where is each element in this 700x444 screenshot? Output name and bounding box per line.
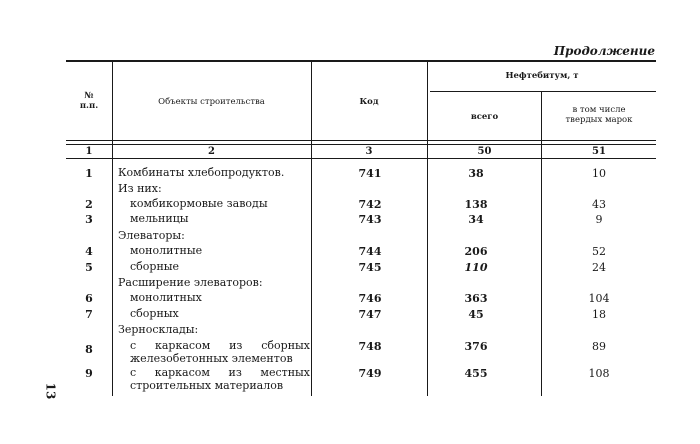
row-code: 742 [358, 198, 382, 211]
col-number: 1 [85, 146, 93, 157]
row-object: Зерносклады: [118, 323, 199, 336]
row-num: 3 [85, 213, 93, 226]
row-object: Элеваторы: [118, 229, 185, 242]
row-num: 8 [85, 343, 93, 356]
row-object: с каркасом из сборных железобетонных элементов [130, 339, 310, 365]
row-total: 110 [464, 261, 488, 274]
row-num: 1 [85, 167, 93, 180]
row-code: 743 [358, 213, 382, 226]
row-code: 748 [358, 340, 382, 353]
header-objects: Объекты строительства [158, 97, 265, 107]
row-code: 747 [358, 308, 382, 321]
header-code: Код [359, 97, 379, 107]
row-num: 6 [85, 292, 93, 305]
row-code: 749 [358, 367, 382, 380]
row-object: мельницы [130, 212, 189, 225]
row-code: 745 [358, 261, 382, 274]
row-solid: 18 [592, 308, 606, 321]
row-total: 138 [464, 198, 488, 211]
col-number: 50 [477, 146, 492, 157]
col-divider-2 [311, 62, 312, 396]
col-numbers-rule [66, 158, 656, 159]
row-solid: 24 [592, 261, 606, 274]
row-total: 455 [464, 367, 488, 380]
row-total: 34 [468, 213, 484, 226]
col-number: 3 [365, 146, 373, 157]
row-code: 746 [358, 292, 382, 305]
row-code: 741 [358, 167, 382, 180]
row-object: сборных [130, 307, 179, 320]
row-num: 4 [85, 245, 93, 258]
col-divider-1 [112, 62, 113, 396]
row-solid: 108 [588, 367, 610, 380]
row-num: 5 [85, 261, 93, 274]
row-num: 9 [85, 367, 93, 380]
row-code: 744 [358, 245, 382, 258]
row-object: Расширение элеваторов: [118, 276, 263, 289]
header-num: № п.п. [79, 91, 99, 111]
col-number: 51 [592, 146, 606, 157]
row-object: Комбинаты хлебопродуктов. [118, 166, 285, 179]
row-object: Из них: [118, 182, 162, 195]
row-total: 376 [464, 340, 488, 353]
row-num: 7 [85, 308, 93, 321]
col-number: 2 [208, 146, 215, 157]
row-total: 45 [468, 308, 484, 321]
row-solid: 104 [588, 292, 610, 305]
row-object: монолитные [130, 244, 203, 257]
header-bottom-rule [66, 140, 656, 141]
row-solid: 10 [592, 167, 606, 180]
row-object: комбикормовые заводы [130, 197, 268, 210]
row-total: 38 [468, 167, 484, 180]
row-total: 363 [464, 292, 488, 305]
group-header-rule [430, 91, 656, 92]
header-group: Нефтебитум, т [505, 71, 579, 81]
row-object: с каркасом из местных строительных материалов [130, 366, 310, 392]
table-top-rule [66, 60, 656, 62]
header-bottom-rule-2 [66, 144, 656, 145]
row-object: сборные [130, 260, 180, 273]
row-num: 2 [85, 198, 93, 211]
page-number: 13 [43, 382, 58, 400]
continuation-label: Продолжение [553, 44, 655, 58]
row-solid: 9 [595, 213, 603, 226]
header-incl-solid: в том числе твердых марок [565, 105, 633, 125]
row-solid: 52 [592, 245, 606, 258]
row-solid: 89 [592, 340, 606, 353]
header-total: всего [470, 112, 499, 122]
row-solid: 43 [592, 198, 606, 211]
row-total: 206 [464, 245, 488, 258]
row-object: монолитных [130, 291, 202, 304]
